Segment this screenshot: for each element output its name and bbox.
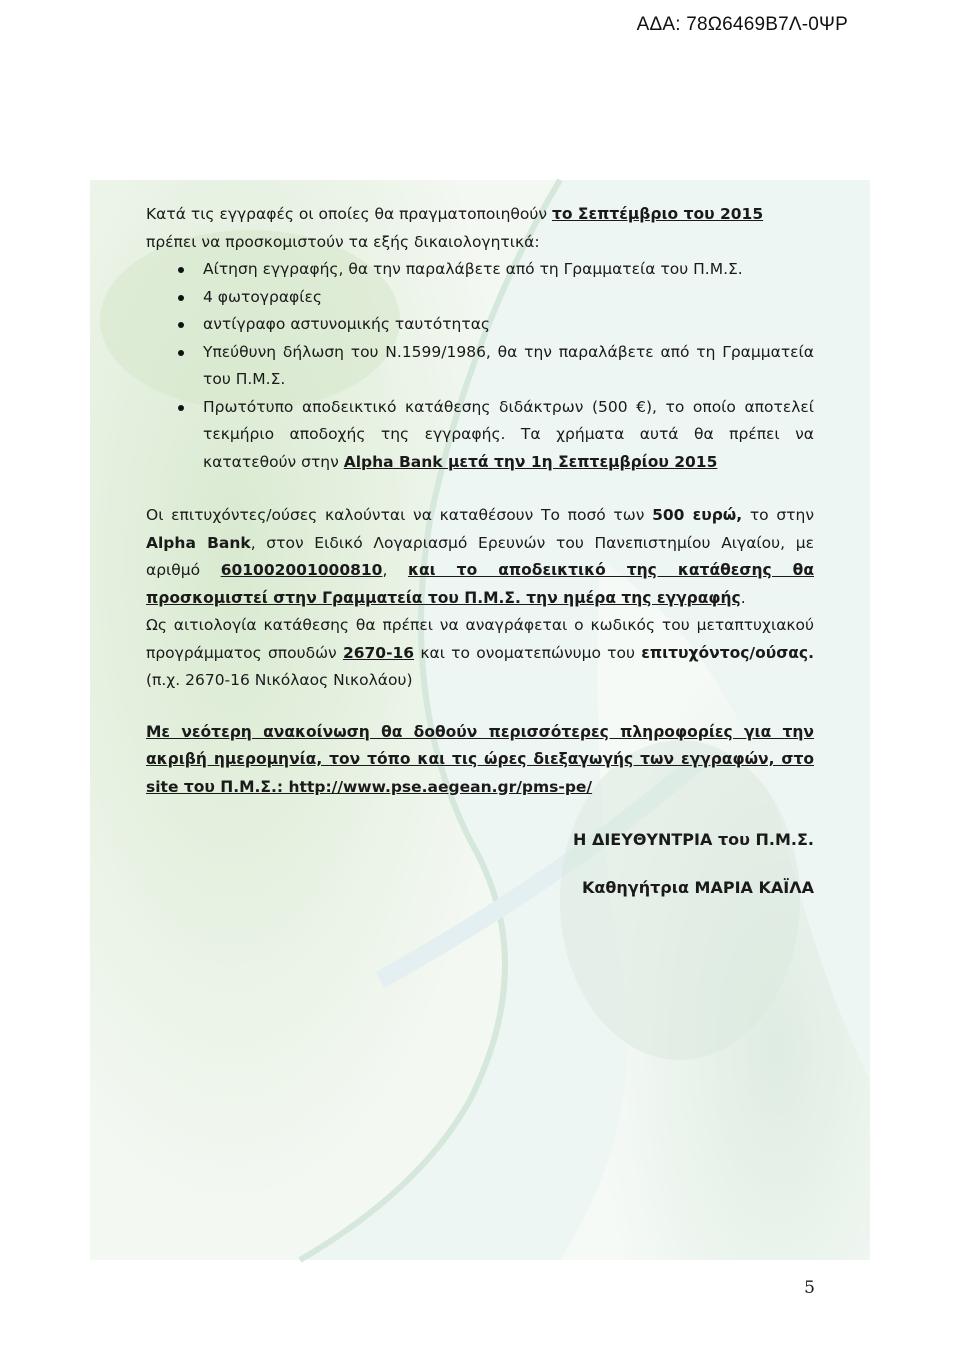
announcement-paragraph xyxy=(146,719,814,802)
payment-paragraph xyxy=(146,502,814,612)
list-item: 4 φωτογραφίες xyxy=(203,284,814,312)
reason-paragraph xyxy=(146,612,814,695)
intro-paragraph xyxy=(146,201,814,256)
reason-example: (π.χ. 2670-16 Νικόλαος Νικολάου) xyxy=(146,671,413,689)
intro-line-2: πρέπει να προσκομιστούν τα εξής δικαιολογητικά: xyxy=(146,232,540,251)
intro-date: το Σεπτέμβριο του 2015 xyxy=(551,205,764,223)
payment-proof-note: και το αποδεικτικό της κατάθεσης θα προσκομιστεί στην Γραμματεία του Π.Μ.Σ. την ημέρα της εγγραφής xyxy=(146,561,814,607)
program-code: 2670-16 xyxy=(342,643,415,662)
payment-amount: 500 ευρώ, xyxy=(652,506,743,524)
reason-text: και το ονοματεπώνυμο του xyxy=(414,643,642,662)
requirements-list xyxy=(146,256,814,476)
reason-text: Ως αιτιολογία κατάθεσης θα πρέπει να αναγράφεται ο κωδικός του μεταπτυχιακού προγράμματος σπουδών xyxy=(146,616,814,662)
account-number: 601002001000810 xyxy=(220,561,383,579)
ada-code: ΑΔΑ: 78Ω6469Β7Λ-0ΨΡ xyxy=(636,14,848,35)
payment-text: , xyxy=(382,561,408,579)
payment-text: το στην xyxy=(742,506,814,524)
intro-text: Κατά τις εγγραφές οι οποίες θα πραγματοποιηθούν xyxy=(146,205,552,223)
signature-role: Η ΔΙΕΥΘΥΝΤΡΙΑ του Π.Μ.Σ. xyxy=(573,830,814,849)
list-item xyxy=(203,394,814,477)
payment-text: . xyxy=(740,588,746,607)
deposit-text: Πρωτότυπο αποδεικτικό κατάθεσης διδάκτρων (500 €), το οποίο αποτελεί τεκμήριο αποδοχής της εγγραφής. Τα χρήματα αυτά θα πρέπει να κατατεθούν στην xyxy=(203,397,814,471)
signature-name: Καθηγήτρια ΜΑΡΙΑ ΚΑΪΛΑ xyxy=(582,877,814,897)
payment-text: Οι επιτυχόντες/ούσες καλούνται να καταθέσουν Το ποσό των xyxy=(146,506,653,524)
announcement-text: Με νεότερη ανακοίνωση θα δοθούν περισσότερες πληροφορίες για την ακριβή ημερομηνία, τον τόπο και τις ώρες διεξαγωγής των εγγραφών, στο site του Π.Μ.Σ.: xyxy=(146,722,814,796)
deposit-bank-date: Alpha Bank μετά την 1η Σεπτεμβρίου 2015 xyxy=(343,452,718,471)
list-item: αντίγραφο αστυνομικής ταυτότητας xyxy=(203,311,814,339)
list-item: Αίτηση εγγραφής, θα την παραλάβετε από τη Γραμματεία του Π.Μ.Σ. xyxy=(203,256,814,284)
page-number: 5 xyxy=(804,1278,815,1298)
payment-bank: Alpha Bank xyxy=(146,533,251,552)
payment-text: , στον Ειδικό Λογαριασμό Ερευνών του Πανεπιστημίου Αιγαίου, με αριθμό xyxy=(146,533,814,579)
reason-who: επιτυχόντος/ούσας. xyxy=(641,643,814,662)
website-link[interactable]: http://www.pse.aegean.gr/pms-pe/ xyxy=(288,777,593,796)
document-body xyxy=(146,201,814,901)
list-item: Υπεύθυνη δήλωση του Ν.1599/1986, θα την παραλάβετε από τη Γραμματεία του Π.Μ.Σ. xyxy=(203,339,814,394)
